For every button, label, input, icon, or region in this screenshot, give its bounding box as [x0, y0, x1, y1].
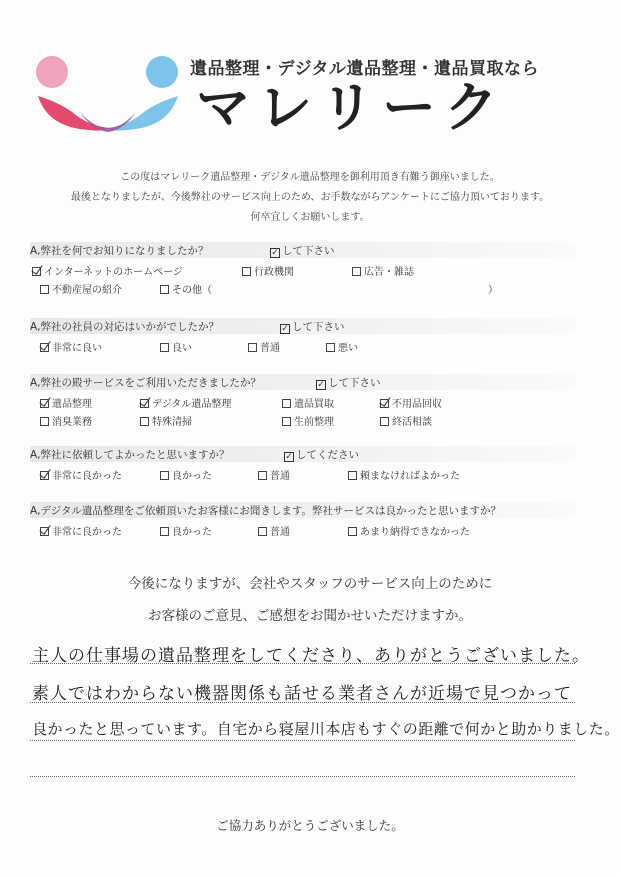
option-bad[interactable]: 悪い	[326, 339, 358, 354]
feedback-prompt-2: お客様のご意見、ご感想をお聞かせいただけますか。	[148, 608, 472, 624]
intro-line-3: 何卒宜しくお願いします。	[250, 212, 370, 223]
checkbox-icon[interactable]	[160, 285, 169, 294]
option-shouldnt-have[interactable]: 頼まなければよかった	[348, 467, 460, 482]
option-deodorizing[interactable]: 消臭業務	[40, 413, 92, 428]
option-very-good[interactable]: 非常に良かった	[40, 523, 122, 538]
question-3	[30, 374, 575, 431]
option-normal[interactable]: 普通	[248, 339, 280, 354]
option-row	[30, 337, 575, 357]
intro-line-1: この度はマレリーク遺品整理・デジタル遺品整理を御利用頂き有難う御座いました。	[120, 172, 500, 183]
option-row	[30, 521, 575, 541]
intro-line-2: 最後となりましたが、今後弊社のサービス向上のため、お手数ながらアンケートにご協力頂いております。	[70, 192, 550, 203]
question-2	[30, 318, 575, 357]
answer-line	[30, 740, 575, 741]
check-icon: ✓	[271, 248, 279, 258]
check-icon: ✓	[317, 380, 325, 390]
checkbox-checked-icon[interactable]	[40, 527, 49, 536]
option-realestate[interactable]: 不動産屋の紹介	[40, 281, 122, 296]
brand-name: マレリーク	[196, 76, 506, 139]
option-end-of-life-consult[interactable]: 終活相談	[380, 413, 432, 428]
option-special-cleaning[interactable]: 特殊清掃	[140, 413, 192, 428]
question-5	[30, 502, 575, 541]
check-instruction: ✓ して下さい	[317, 377, 381, 390]
question-text: A,弊社の社員の対応はいかがでしたか？	[30, 321, 220, 333]
checkbox-icon[interactable]	[348, 471, 357, 480]
checkbox-checked-icon[interactable]	[32, 267, 41, 276]
option-not-satisfied[interactable]: あまり納得できなかった	[348, 523, 470, 538]
option-pre-death-cleanup[interactable]: 生前整理	[282, 413, 334, 428]
check-instruction: ✓ してください	[285, 449, 359, 462]
option-good[interactable]: 良かった	[160, 523, 212, 538]
answer-line	[30, 776, 575, 777]
check-icon: ✓	[285, 452, 293, 462]
tagline: 遺品整理・デジタル遺品整理・遺品買取なら	[190, 59, 539, 79]
feedback-prompt-1: 今後になりますが、会社やスタッフのサービス向上のために	[127, 576, 493, 592]
checkbox-icon[interactable]	[282, 399, 291, 408]
checkbox-checked-icon[interactable]	[380, 399, 389, 408]
checkbox-icon[interactable]	[258, 471, 267, 480]
question-text: A,弊社の殿サービスをご利用いただきましたか？	[30, 377, 262, 389]
thanks-message: ご協力ありがとうございました。	[216, 818, 404, 833]
option-normal[interactable]: 普通	[258, 523, 290, 538]
option-other[interactable]: その他（	[160, 281, 212, 296]
option-very-good[interactable]: 非常に良い	[40, 339, 102, 354]
marereeku-logo	[28, 48, 188, 148]
checkbox-icon[interactable]	[160, 527, 169, 536]
option-digital-estate[interactable]: デジタル遺品整理	[140, 395, 231, 410]
question-header	[30, 502, 575, 518]
option-good[interactable]: 良かった	[160, 467, 212, 482]
question-header	[30, 374, 575, 390]
option-good[interactable]: 良い	[160, 339, 192, 354]
question-header	[30, 446, 575, 462]
question-1	[30, 242, 575, 299]
checkbox-icon[interactable]	[258, 527, 267, 536]
checkbox-icon[interactable]	[326, 343, 335, 352]
option-very-good[interactable]: 非常に良かった	[40, 467, 122, 482]
option-normal[interactable]: 普通	[258, 467, 290, 482]
checkbox-icon[interactable]	[248, 343, 257, 352]
option-row	[30, 465, 575, 485]
checkbox-checked-icon[interactable]	[40, 399, 49, 408]
checkbox-icon[interactable]	[140, 417, 149, 426]
other-paren-close: ）	[488, 285, 498, 296]
checkbox-icon[interactable]	[160, 471, 169, 480]
answer-line	[30, 663, 575, 664]
option-government[interactable]: 行政機関	[242, 263, 294, 278]
checkbox-icon[interactable]	[348, 527, 357, 536]
option-row	[30, 279, 575, 299]
option-estate-purchase[interactable]: 遺品買取	[282, 395, 334, 410]
question-text: A,弊社に依頼してよかったと思いますか？	[30, 449, 230, 461]
option-advertising[interactable]: 広告・雑誌	[352, 263, 414, 278]
option-junk-removal[interactable]: 不用品回収	[380, 395, 442, 410]
checkbox-icon[interactable]	[40, 285, 49, 294]
question-header	[30, 242, 575, 258]
checkbox-icon[interactable]	[380, 417, 389, 426]
checkbox-icon[interactable]	[282, 417, 291, 426]
check-icon: ✓	[281, 324, 289, 334]
checkbox-icon[interactable]	[40, 417, 49, 426]
question-4	[30, 446, 575, 485]
option-row	[30, 411, 575, 431]
handwritten-line-3: 良かったと思っています。自宅から寝屋川本店もすぐの距離で何かと助かりました。	[32, 720, 620, 738]
check-instruction: ✓ して下さい	[281, 321, 345, 334]
answer-line	[30, 702, 575, 703]
handwritten-line-1: 主人の仕事場の遺品整理をしてくださり、ありがとうございました。	[32, 646, 590, 666]
option-estate-cleanup[interactable]: 遺品整理	[40, 395, 92, 410]
checkbox-icon[interactable]	[242, 267, 251, 276]
option-row	[30, 393, 575, 413]
handwritten-line-2: 素人ではわからない機器関係も話せる業者さんが近場で見つかって	[32, 684, 572, 704]
checkbox-checked-icon[interactable]	[40, 471, 49, 480]
checkbox-icon[interactable]	[160, 343, 169, 352]
question-text: A,デジタル遺品整理をご依頼頂いたお客様にお聞きします。弊社サービスは良かったと思いますか？	[30, 505, 502, 517]
option-row	[30, 261, 575, 281]
checkbox-icon[interactable]	[352, 267, 361, 276]
intro-text	[0, 168, 620, 228]
check-instruction: ✓ して下さい	[271, 245, 335, 258]
question-header	[30, 318, 575, 334]
option-homepage[interactable]: インターネットのホームページ	[32, 263, 183, 278]
checkbox-checked-icon[interactable]	[40, 343, 49, 352]
question-text: A,弊社を何でお知りになりましたか？	[30, 245, 209, 257]
checkbox-checked-icon[interactable]	[140, 399, 149, 408]
